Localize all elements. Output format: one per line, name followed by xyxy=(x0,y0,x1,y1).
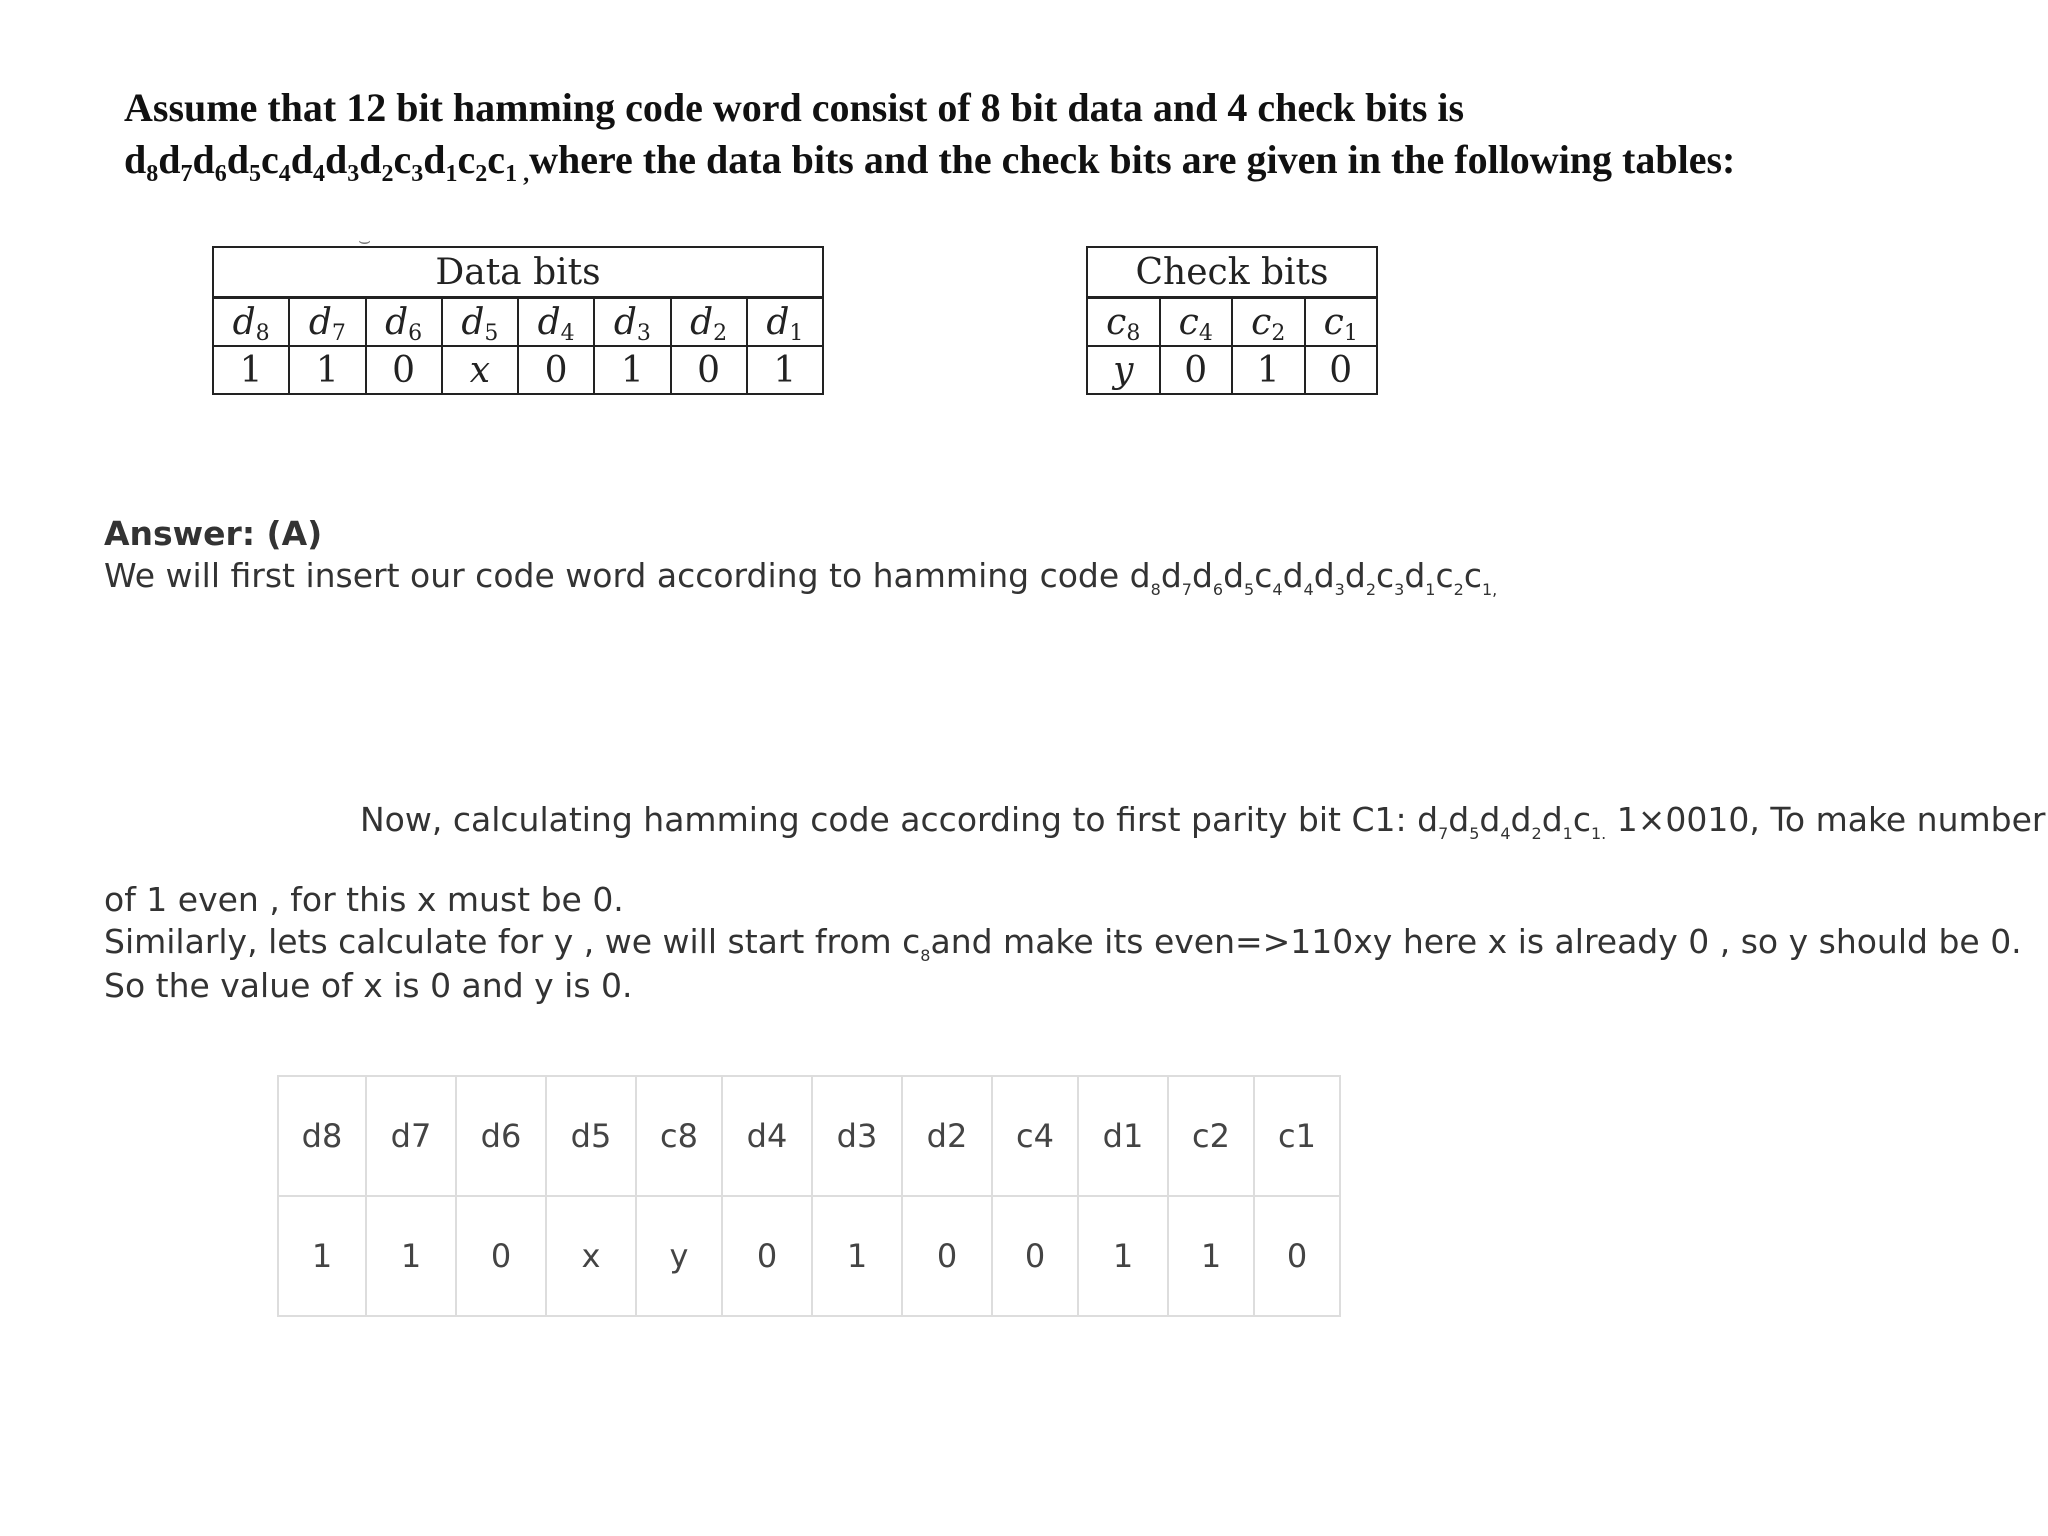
parity-bits-subscript: 1 xyxy=(1562,824,1573,843)
check-bits-header-row xyxy=(1087,298,1377,347)
parity-bits-symbol: d xyxy=(1448,800,1470,839)
answer-codeword-symbol: d xyxy=(1344,556,1366,595)
data-bits-header-cell: $d_8$ xyxy=(213,298,289,347)
question-codeword-symbol: c xyxy=(261,137,279,182)
question-codeword-subscript: 3 xyxy=(347,161,360,187)
answer-line-1-text: We will first insert our code word according to hamming code xyxy=(104,556,1130,595)
answer-line-2-bits xyxy=(1417,800,1607,843)
data-bits-value-cell: 1 xyxy=(213,346,289,394)
final-table-value-cell: x xyxy=(546,1196,636,1316)
final-table-header-cell: c2 xyxy=(1168,1076,1254,1196)
answer-codeword-symbol: c xyxy=(1435,556,1454,595)
answer-codeword-symbol: c xyxy=(1254,556,1273,595)
final-table-value-cell: 0 xyxy=(992,1196,1078,1316)
answer-codeword-symbol: c xyxy=(1463,556,1482,595)
question-text xyxy=(124,82,2004,186)
data-bits-value-cell: 0 xyxy=(518,346,594,394)
final-table-value-row xyxy=(278,1196,1340,1316)
parity-bits-subscript: 2 xyxy=(1531,824,1542,843)
answer-line-5: So the value of x is 0 and y is 0. xyxy=(104,966,633,1005)
answer-line-2-tail: 1×0010, To make number xyxy=(1606,800,2046,839)
parity-bits-symbol: d xyxy=(1479,800,1501,839)
final-table-header-cell: c1 xyxy=(1254,1076,1340,1196)
answer-codeword-subscript: 3 xyxy=(1394,580,1405,599)
final-table-value-cell: y xyxy=(636,1196,722,1316)
answer-codeword-subscript: 1, xyxy=(1481,580,1498,599)
question-codeword-subscript: 6 xyxy=(214,161,227,187)
answer-codeword-symbol: d xyxy=(1223,556,1245,595)
data-bits-value-cell: 1 xyxy=(747,346,823,394)
answer-codeword-subscript: 4 xyxy=(1303,580,1314,599)
answer-codeword-subscript: 2 xyxy=(1453,580,1464,599)
question-codeword-subscript: 3 xyxy=(411,161,424,187)
data-bits-title: Data bits xyxy=(213,247,823,298)
parity-bits-symbol: c xyxy=(1572,800,1591,839)
question-codeword-symbol: c xyxy=(487,137,506,182)
check-bits-header-cell: $c_2$ xyxy=(1232,298,1305,347)
parity-bits-subscript: 1. xyxy=(1590,824,1607,843)
answer-codeword-subscript: 8 xyxy=(1150,580,1161,599)
question-codeword-subscript: 2 xyxy=(381,161,394,187)
question-codeword-subscript: 4 xyxy=(313,161,326,187)
data-bits-table xyxy=(212,246,824,395)
answer-line-4-pre: Similarly, lets calculate for y , we will start from c xyxy=(104,922,921,961)
answer-codeword-subscript: 1 xyxy=(1425,580,1436,599)
check-bits-value-cell: 0 xyxy=(1160,346,1233,394)
final-table-header-row xyxy=(278,1076,1340,1196)
question-codeword-symbol: d xyxy=(192,137,215,182)
final-table-value-cell: 1 xyxy=(278,1196,366,1316)
answer-codeword-symbol: d xyxy=(1191,556,1213,595)
data-bits-header-cell: $d_3$ xyxy=(594,298,670,347)
stray-mark-icon: ⌣ xyxy=(358,228,372,252)
question-codeword-subscript: 2 xyxy=(475,161,488,187)
parity-bits-subscript: 5 xyxy=(1469,824,1480,843)
answer-codeword-symbol: d xyxy=(1129,556,1151,595)
data-bits-value-cell: 0 xyxy=(366,346,442,394)
final-table-header-cell: c8 xyxy=(636,1076,722,1196)
question-codeword-symbol: d xyxy=(359,137,382,182)
question-codeword xyxy=(124,137,530,187)
answer-line-1 xyxy=(104,556,1498,599)
parity-bits-symbol: d xyxy=(1510,800,1532,839)
answer-codeword-symbol: d xyxy=(1282,556,1304,595)
question-codeword-subscript: 4 xyxy=(278,161,291,187)
question-codeword-symbol: d xyxy=(124,137,147,182)
final-table-value-cell: 1 xyxy=(1168,1196,1254,1316)
final-table-value-cell: 0 xyxy=(902,1196,992,1316)
question-codeword-symbol: d xyxy=(158,137,181,182)
answer-codeword-subscript: 4 xyxy=(1272,580,1283,599)
check-bits-header-cell: $c_1$ xyxy=(1305,298,1378,347)
answer-codeword-subscript: 5 xyxy=(1244,580,1255,599)
final-table-value-cell: 0 xyxy=(722,1196,812,1316)
data-bits-value-cell: 1 xyxy=(594,346,670,394)
final-table-value-cell: 1 xyxy=(366,1196,456,1316)
check-bits-value-cell: 1 xyxy=(1232,346,1305,394)
answer-line-4-sub: 8 xyxy=(920,946,931,965)
answer-line-4-post: and make its even=>110xy here x is already 0 , so y should be 0. xyxy=(930,922,2022,961)
data-bits-header-cell: $d_6$ xyxy=(366,298,442,347)
data-bits-header-cell: $d_1$ xyxy=(747,298,823,347)
question-codeword-symbol: c xyxy=(457,137,476,182)
data-bits-header-cell: $d_4$ xyxy=(518,298,594,347)
answer-codeword-symbol: d xyxy=(1160,556,1182,595)
question-codeword-subscript: 5 xyxy=(249,161,261,187)
question-codeword-symbol: d xyxy=(325,137,348,182)
final-table-header-cell: d2 xyxy=(902,1076,992,1196)
final-table-header-cell: d5 xyxy=(546,1076,636,1196)
answer-codeword-symbol: d xyxy=(1313,556,1335,595)
answer-codeword-subscript: 3 xyxy=(1334,580,1345,599)
final-table-header-cell: d7 xyxy=(366,1076,456,1196)
answer-codeword-subscript: 7 xyxy=(1181,580,1192,599)
parity-bits-subscript: 7 xyxy=(1438,824,1449,843)
question-codeword-symbol: c xyxy=(393,137,412,182)
answer-codeword-subscript: 2 xyxy=(1365,580,1376,599)
question-line-2-rest: where the data bits and the check bits are given in the following tables: xyxy=(529,137,1736,182)
final-hamming-table xyxy=(277,1075,1341,1317)
answer-codeword-symbol: c xyxy=(1376,556,1395,595)
question-codeword-symbol: d xyxy=(423,137,446,182)
question-codeword-subscript: 7 xyxy=(180,161,193,187)
question-codeword-symbol: d xyxy=(290,137,314,182)
question-codeword-subscript: 1 xyxy=(445,161,458,187)
check-bits-header-cell: $c_8$ xyxy=(1087,298,1160,347)
answer-line-1-codeword xyxy=(1129,556,1498,599)
question-codeword-subscript: 8 xyxy=(146,161,159,187)
answer-codeword-symbol: d xyxy=(1404,556,1426,595)
data-bits-header-cell: $d_2$ xyxy=(671,298,747,347)
final-table-header-cell: d8 xyxy=(278,1076,366,1196)
check-bits-value-cell: y xyxy=(1087,346,1160,394)
answer-line-2-text: Now, calculating hamming code according to first parity bit C1: xyxy=(360,800,1418,839)
answer-line-2 xyxy=(360,800,2046,843)
answer-line-3: of 1 even , for this x must be 0. xyxy=(104,880,624,919)
final-table-header-cell: d1 xyxy=(1078,1076,1168,1196)
final-table-header-cell: d6 xyxy=(456,1076,546,1196)
data-bits-value-cell: x xyxy=(442,346,518,394)
check-bits-table xyxy=(1086,246,1378,395)
final-table-value-cell: 1 xyxy=(1078,1196,1168,1316)
check-bits-title: Check bits xyxy=(1087,247,1377,298)
data-bits-value-row xyxy=(213,346,823,394)
data-bits-header-cell: $d_5$ xyxy=(442,298,518,347)
final-table-value-cell: 1 xyxy=(812,1196,902,1316)
data-bits-header-row xyxy=(213,298,823,347)
check-bits-value-cell: 0 xyxy=(1305,346,1378,394)
question-codeword-symbol: d xyxy=(226,137,249,182)
parity-bits-symbol: d xyxy=(1417,800,1439,839)
data-bits-value-cell: 0 xyxy=(671,346,747,394)
final-table-header-cell: d4 xyxy=(722,1076,812,1196)
question-line-2 xyxy=(124,134,2004,186)
final-table-value-cell: 0 xyxy=(456,1196,546,1316)
data-bits-header-cell: $d_7$ xyxy=(289,298,365,347)
question-codeword-subscript: 1 , xyxy=(505,161,530,187)
check-bits-value-row xyxy=(1087,346,1377,394)
answer-codeword-subscript: 6 xyxy=(1212,580,1224,599)
answer-label: Answer: (A) xyxy=(104,514,323,553)
check-bits-header-cell: $c_4$ xyxy=(1160,298,1233,347)
final-table-header-cell: c4 xyxy=(992,1076,1078,1196)
final-table-value-cell: 0 xyxy=(1254,1196,1340,1316)
data-bits-value-cell: 1 xyxy=(289,346,365,394)
answer-line-4 xyxy=(104,922,2022,965)
final-table-header-cell: d3 xyxy=(812,1076,902,1196)
parity-bits-subscript: 4 xyxy=(1500,824,1511,843)
parity-bits-symbol: d xyxy=(1541,800,1563,839)
question-line-1: Assume that 12 bit hamming code word consist of 8 bit data and 4 check bits is xyxy=(124,85,1465,130)
